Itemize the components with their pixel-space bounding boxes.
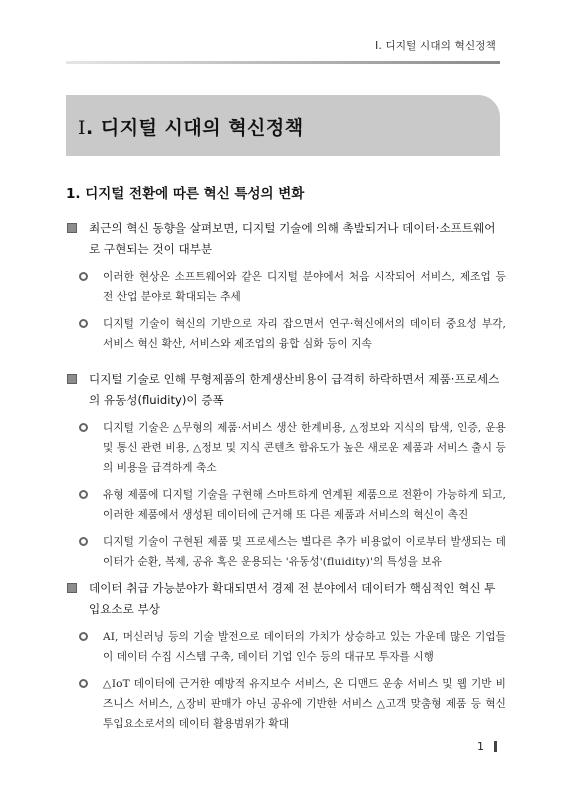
level2-bullet <box>78 674 506 734</box>
level2-bullet <box>78 267 506 307</box>
circle-bullet-icon <box>79 272 88 281</box>
circle-bullet-icon <box>79 319 88 328</box>
level1-bullet <box>66 369 506 411</box>
square-bullet-icon <box>67 583 77 593</box>
page-number: 1 <box>477 740 484 753</box>
page-number-bar <box>494 741 497 752</box>
level2-text: 디지털 기술이 구현된 제품 및 프로세스는 별다른 추가 비용없이 이로부터 발생되는 데이터가 순환, 복제, 공유 혹은 운용되는 '유동성'(fluidity)'의 특성을 보유 <box>103 536 506 568</box>
level2-text: 디지털 기술이 혁신의 기반으로 자리 잡으면서 연구·혁신에서의 데이터 중요성 부각, 서비스 혁신 확산, 서비스와 제조업의 융합 심화 등이 지속 <box>103 318 506 350</box>
level1-text: 디지털 기술로 인해 무형제품의 한계생산비용이 급격히 하락하면서 제품·프로세스의 유동성(fluidity)이 증폭 <box>89 372 500 407</box>
section-heading: 1. 디지털 전환에 따른 혁신 특성의 변화 <box>66 186 305 202</box>
bullet-block-1 <box>66 218 506 354</box>
level1-text: 최근의 혁신 동향을 살펴보면, 디지털 기술에 의해 촉발되거나 데이터·소프트웨어로 구현되는 것이 대부분 <box>89 221 496 256</box>
level2-text: 디지털 기술은 △무형의 제품·서비스 생산 한계비용, △정보와 지식의 탐색, 인증, 운용 및 통신 관련 비용, △정보 및 지식 콘텐츠 함유도가 높은 새로운 제품과 서비스 출시 등의 비용을 급격하게 축소 <box>103 422 506 474</box>
level2-bullet <box>78 627 506 667</box>
level1-text: 데이터 취급 가능분야가 확대되면서 경제 전 분야에서 데이터가 핵심적인 혁신 투입요소로 부상 <box>89 581 496 616</box>
chapter-title-text: . 디지털 시대의 혁신정책 <box>86 117 304 139</box>
circle-bullet-icon <box>79 490 88 499</box>
running-header: Ⅰ. 디지털 시대의 혁신정책 <box>375 40 496 52</box>
square-bullet-icon <box>67 374 77 384</box>
level2-bullet <box>78 532 506 572</box>
level1-bullet <box>66 578 506 620</box>
bullet-block-2 <box>66 369 506 572</box>
square-bullet-icon <box>67 223 77 233</box>
level2-bullet <box>78 418 506 478</box>
circle-bullet-icon <box>79 423 88 432</box>
circle-bullet-icon <box>79 632 88 641</box>
level2-text: 이러한 현상은 소프트웨어와 같은 디지털 분야에서 처음 시작되어 서비스, 제조업 등 전 산업 분야로 확대되는 추세 <box>103 271 506 303</box>
header-rule <box>66 61 500 64</box>
level2-text: AI, 머신러닝 등의 기술 발전으로 데이터의 가치가 상승하고 있는 가운데 많은 기업들이 데이터 수집 시스템 구축, 데이터 기업 인수 등의 대규모 투자를 시행 <box>103 631 506 663</box>
circle-bullet-icon <box>79 679 88 688</box>
level2-bullet <box>78 485 506 525</box>
chapter-title <box>78 113 304 140</box>
chapter-numeral: Ⅰ <box>78 117 87 139</box>
level2-text: 유형 제품에 디지털 기술을 구현해 스마트하게 연계된 제품으로 전환이 가능하게 되고, 이러한 제품에서 생성된 데이터에 근거해 또 다른 제품과 서비스의 혁신이 촉진 <box>103 489 506 521</box>
circle-bullet-icon <box>79 537 88 546</box>
level1-bullet <box>66 218 506 260</box>
level2-bullet <box>78 314 506 354</box>
bullet-block-3 <box>66 578 506 734</box>
level2-text: △IoT 데이터에 근거한 예방적 유지보수 서비스, 온 디맨드 운송 서비스 및 웹 기반 비즈니스 서비스, △장비 판매가 아닌 공유에 기반한 서비스 △고객 맞춤형 제품 등 혁신 투입요소로서의 데이터 활용범위가 확대 <box>103 678 506 730</box>
